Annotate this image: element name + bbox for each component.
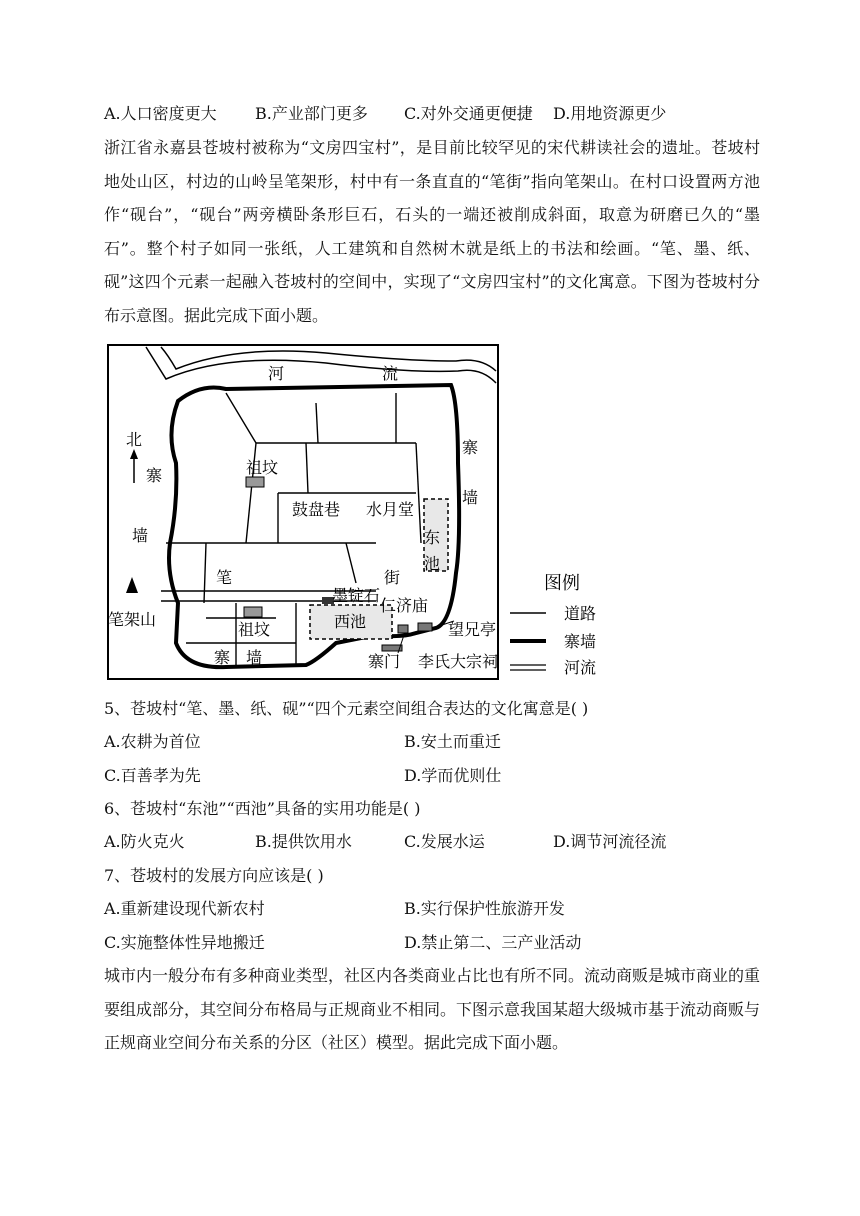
map-label-tomb1: 祖坟: [246, 458, 279, 477]
q5-option-d: D.学而优则仕: [404, 766, 502, 785]
map-legend: [510, 573, 596, 677]
q7-option-c: C.实施整体性异地搬迁: [104, 933, 265, 952]
map-label-tomb2: 祖坟: [238, 620, 271, 639]
map-label-ancestral: 李氏大宗祠: [418, 652, 499, 671]
legend-river: 河流: [564, 658, 597, 677]
q4-option-c: C.对外交通更便捷: [404, 104, 533, 123]
map-label-ink-stone: 墨锭石: [332, 586, 381, 605]
map-label-wall-w1: 寨: [146, 466, 163, 485]
legend-wall: 寨墙: [564, 632, 597, 651]
q7-option-a: A.重新建设现代新农村: [104, 899, 265, 918]
map-label-drum-lane: 鼓盘巷: [292, 500, 341, 519]
q5-option-b: B.安土而重迁: [404, 732, 501, 751]
q4-option-b: B.产业部门更多: [255, 104, 368, 123]
map-label-pen1: 笔: [216, 568, 233, 587]
map-label-wall-e1: 寨: [462, 438, 479, 457]
map-label-renji: 仁济庙: [380, 596, 429, 615]
q6-option-b: B.提供饮用水: [255, 832, 352, 851]
map-label-river1: 河: [268, 364, 285, 383]
q7-option-b: B.实行保护性旅游开发: [404, 899, 565, 918]
map-label-east-pond2: 池: [424, 554, 441, 573]
q7-option-d: D.禁止第二、三产业活动: [404, 933, 582, 952]
q5-option-c: C.百善孝为先: [104, 766, 201, 785]
q5-stem: 5、苍坡村“笔、墨、纸、砚”“四个元素空间组合表达的文化寓意是( ): [104, 699, 589, 718]
legend-title: 图例: [544, 573, 580, 594]
passage-cangpo: 浙江省永嘉县苍坡村被称为“文房四宝村”，是目前比较罕见的宋代耕读社会的遗址。苍坡村地处山区，村边的山岭呈笔架形，村中有一条直直的“笔街”指向笔架山。在村口设置两方池作“砚台”，“砚台”两旁横卧条形巨石，石头的一端还被削成斜面，取意为研磨已久的“墨石”。整个村子如同一张纸，人工建筑和自然树木就是纸上的书法和绘画。“笔、墨、纸、砚”这四个元素一起融入苍坡村的空间中，实现了“文房四宝村”的文化寓意。下图为苍坡村分布示意图。据此完成下面小题。: [104, 138, 760, 325]
q6-option-c: C.发展水运: [404, 832, 485, 851]
q7-stem: 7、苍坡村的发展方向应该是( ): [104, 866, 324, 885]
map-label-west-pond: 西池: [334, 612, 367, 631]
legend-road: 道路: [564, 604, 597, 623]
map-label-wall-e2: 墙: [462, 488, 479, 507]
q6-option-a: A.防火克火: [104, 832, 185, 851]
map-label-wall-s2: 墙: [246, 648, 263, 667]
map-label-water-hall: 水月堂: [366, 500, 415, 519]
q6-option-d: D.调节河流径流: [553, 832, 667, 851]
passage-commerce: 城市内一般分布有多种商业类型，社区内各类商业占比也有所不同。流动商贩是城市商业的重要组成部分，其空间分布格局与正规商业不相同。下图示意我国某超大级城市基于流动商贩与正规商业空间分布关系的分区（社区）模型。据此完成下面小题。: [104, 966, 761, 1053]
cangpo-village-map: [106, 343, 616, 683]
map-label-penshelf: 笔架山: [108, 610, 157, 629]
map-label-river2: 流: [382, 364, 399, 383]
map-label-north: 北: [126, 430, 143, 449]
map-label-wall-w2: 墙: [132, 526, 149, 545]
q5-option-a: A.农耕为首位: [104, 732, 201, 751]
map-label-gate: 寨门: [368, 652, 401, 671]
q4-option-a: A.人口密度更大: [104, 104, 217, 123]
q6-stem: 6、苍坡村“东池”“西池”具备的实用功能是( ): [104, 799, 421, 818]
map-label-wall-s1: 寨: [214, 648, 231, 667]
map-label-east-pond1: 东: [424, 528, 441, 547]
q4-option-d: D.用地资源更少: [553, 104, 667, 123]
map-label-wangxiong: 望兄亭: [448, 620, 497, 639]
map-label-pen2: 街: [384, 568, 401, 587]
